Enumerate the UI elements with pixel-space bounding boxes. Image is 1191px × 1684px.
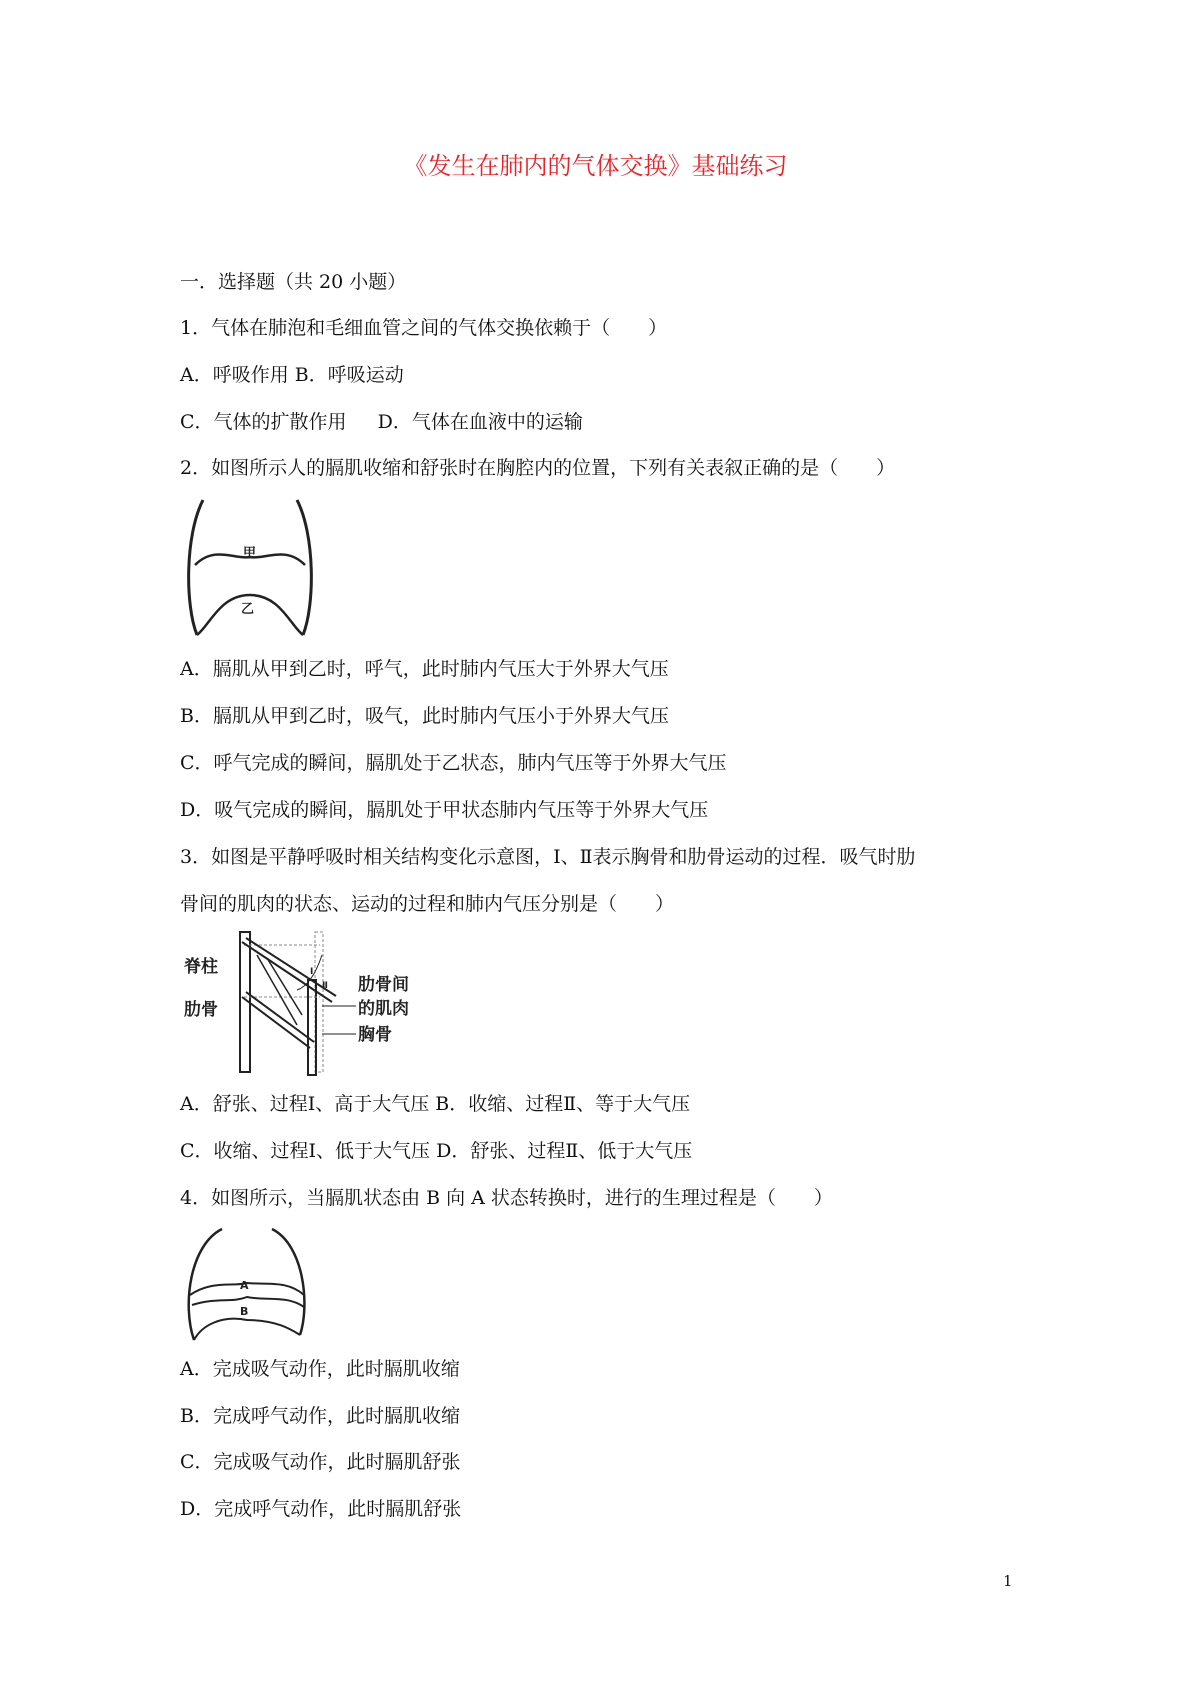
label-spine: 脊柱 xyxy=(184,957,218,977)
label-yi: 乙 xyxy=(241,602,255,617)
question-2-option-c: C．呼气完成的瞬间，膈肌处于乙状态，肺内气压等于外界大气压 xyxy=(180,752,727,774)
label-b: B xyxy=(240,1305,249,1318)
question-2-stem: 2．如图所示人的膈肌收缩和舒张时在胸腔内的位置，下列有关表叙正确的是（ ） xyxy=(180,457,896,479)
label-process-1: Ⅰ xyxy=(310,967,314,977)
page-title: 《发生在肺内的气体交换》基础练习 xyxy=(403,152,788,180)
label-muscle-line2: 的肌肉 xyxy=(358,999,409,1019)
question-2-option-b: B．膈肌从甲到乙时，吸气，此时肺内气压小于外界大气压 xyxy=(180,705,669,727)
label-sternum: 胸骨 xyxy=(358,1025,392,1045)
label-rib: 肋骨 xyxy=(184,1000,218,1020)
diaphragm-figure-1 xyxy=(185,495,315,645)
label-process-2: Ⅱ xyxy=(322,981,328,991)
question-3-stem-line2: 骨间的肌肉的状态、运动的过程和肺内气压分别是（ ） xyxy=(180,893,675,915)
question-4-option-a: A．完成吸气动作，此时膈肌收缩 xyxy=(180,1358,460,1380)
label-a: A xyxy=(240,1279,249,1292)
question-3-option-ab: A．舒张、过程Ⅰ、高于大气压 B．收缩、过程Ⅱ、等于大气压 xyxy=(180,1093,691,1115)
question-1-option-ab: A．呼吸作用 B．呼吸运动 xyxy=(180,364,404,386)
question-4-option-b: B．完成呼气动作，此时膈肌收缩 xyxy=(180,1405,460,1427)
label-jia: 甲 xyxy=(243,546,257,561)
rib-movement-figure xyxy=(182,930,432,1080)
question-4-option-c: C．完成吸气动作，此时膈肌舒张 xyxy=(180,1451,461,1473)
label-muscle-line1: 肋骨间 xyxy=(358,975,409,995)
question-2-option-d: D．吸气完成的瞬间，膈肌处于甲状态肺内气压等于外界大气压 xyxy=(180,799,709,821)
question-1-option-cd: C．气体的扩散作用 D．气体在血液中的运输 xyxy=(180,411,583,433)
page-number: 1 xyxy=(1003,1572,1013,1590)
question-3-stem-line1: 3．如图是平静呼吸时相关结构变化示意图，Ⅰ、Ⅱ表示胸骨和肋骨运动的过程．吸气时肋 xyxy=(180,846,916,868)
diaphragm-figure-2 xyxy=(182,1225,312,1345)
section-heading: 一．选择题（共 20 小题） xyxy=(180,271,407,293)
question-2-option-a: A．膈肌从甲到乙时，呼气，此时肺内气压大于外界大气压 xyxy=(180,658,669,680)
question-4-stem: 4．如图所示，当膈肌状态由 B 向 A 状态转换时，进行的生理过程是（ ） xyxy=(180,1187,833,1209)
question-4-option-d: D．完成呼气动作，此时膈肌舒张 xyxy=(180,1498,462,1520)
question-1-stem: 1．气体在肺泡和毛细血管之间的气体交换依赖于（ ） xyxy=(180,317,668,339)
question-3-option-cd: C．收缩、过程Ⅰ、低于大气压 D．舒张、过程Ⅱ、低于大气压 xyxy=(180,1140,693,1162)
